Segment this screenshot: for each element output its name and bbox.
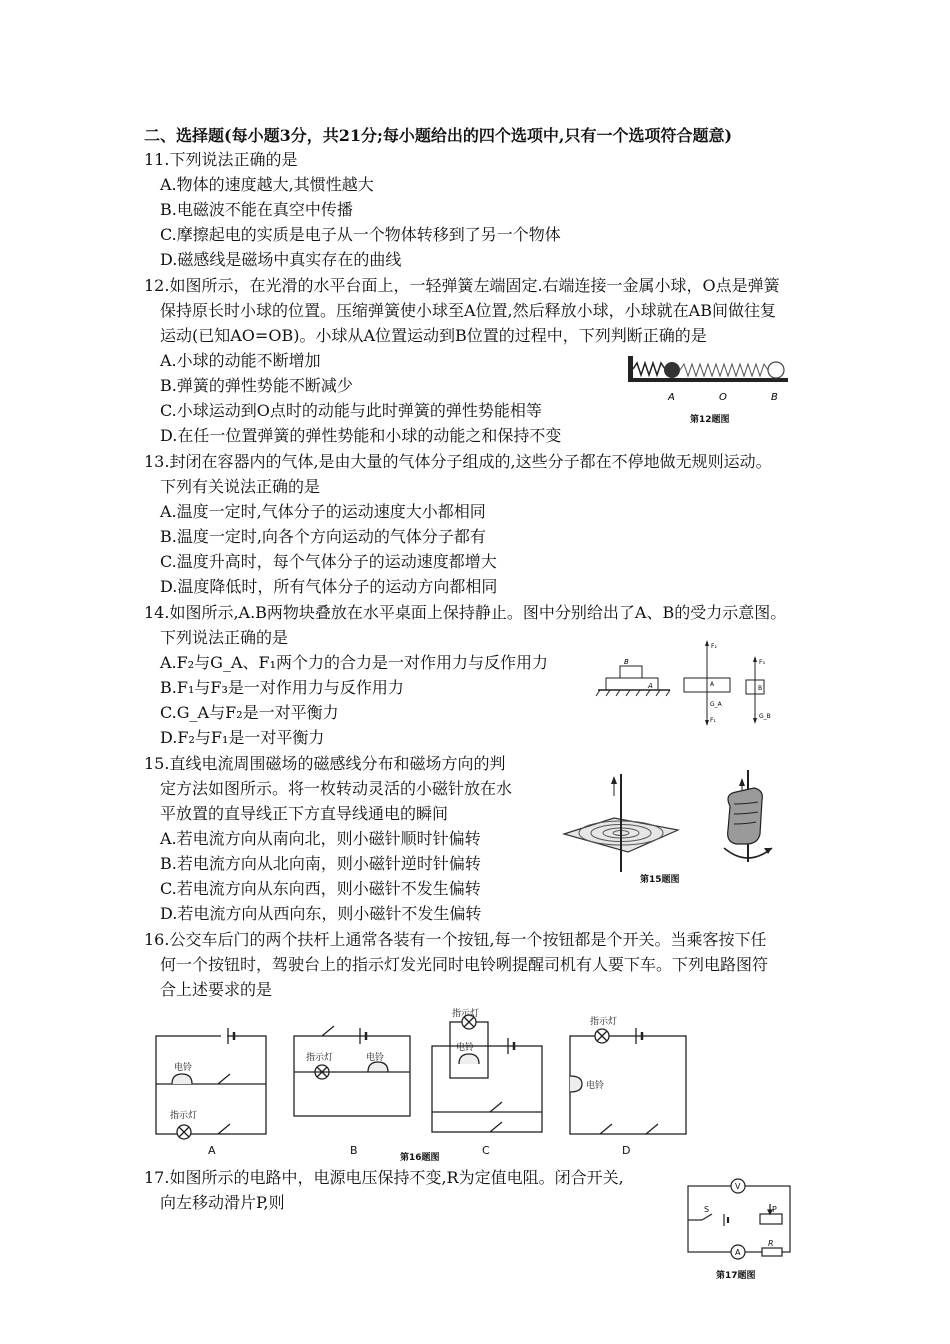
q14-option-c: C.G_A与F₂是一对平衡力 bbox=[160, 703, 339, 722]
fig14-label-gb: G_B bbox=[759, 713, 771, 720]
fig16-caption: 第16题图 bbox=[400, 1153, 440, 1163]
fig12-label-b: B bbox=[771, 392, 778, 403]
q15-option-b: B.若电流方向从北向南，则小磁针逆时针偏转 bbox=[160, 854, 481, 873]
q16-stem-line2: 何一个按钮时，驾驶台上的指示灯发光同时电铃咧提醒司机有人要下车。下列电路图符 bbox=[160, 955, 769, 974]
q14-stem-line1: 14.如图所示,A.B两物块叠放在水平桌面上保持静止。图中分别给出了A、B的受力示意图。 bbox=[144, 603, 787, 622]
fig14-label-f3: F₃ bbox=[759, 659, 765, 666]
q13-option-d: D.温度降低时，所有气体分子的运动方向都相同 bbox=[160, 577, 498, 596]
q12-option-b: B.弹簧的弹性势能不断减少 bbox=[160, 376, 353, 395]
q12-stem-line2: 保持原长时小球的位置。压缩弹簧使小球至A位置,然后释放小球，小球就在AB间做往复 bbox=[160, 301, 776, 320]
q16-stem-line3: 合上述要求的是 bbox=[160, 980, 273, 999]
fig16b-lamp-label: 指示灯 bbox=[306, 1053, 334, 1063]
q11-option-d: D.磁感线是磁场中真实存在的曲线 bbox=[160, 250, 402, 269]
q15-option-c: C.若电流方向从东向西，则小磁针不发生偏转 bbox=[160, 879, 481, 898]
q11-option-a: A.物体的速度越大,其惯性越大 bbox=[160, 175, 374, 194]
q17-stem-line2: 向左移动滑片P,则 bbox=[160, 1193, 285, 1212]
q14-option-a: A.F₂与G_A、F₁两个力的合力是一对作用力与反作用力 bbox=[160, 653, 549, 672]
fig17-caption: 第17题图 bbox=[716, 1271, 756, 1281]
fig15-caption: 第15题图 bbox=[640, 875, 680, 885]
q12-stem-line1: 12.如图所示，在光滑的水平台面上，一轻弹簧左端固定.右端连接一金属小球，O点是弹簧 bbox=[144, 276, 780, 295]
q14-stem-line2: 下列说法正确的是 bbox=[160, 628, 289, 647]
fig16c-lamp-label: 指示灯 bbox=[452, 1009, 480, 1019]
fig16b-bell-label: 电铃 bbox=[366, 1053, 385, 1063]
fig17-resistor-label: R bbox=[768, 1239, 774, 1248]
fig12-label-a: A bbox=[668, 392, 675, 403]
fig17-switch-label: S bbox=[704, 1205, 710, 1214]
section-title: 二、选择题(每小题3分，共21分;每小题给出的四个选项中,只有一个选项符合题意) bbox=[144, 126, 733, 145]
fig16-option-b: B bbox=[350, 1144, 358, 1157]
fig14-label-b-body: B bbox=[758, 685, 763, 692]
q15-stem-line1: 15.直线电流周围磁场的磁感线分布和磁场方向的判 bbox=[144, 754, 506, 773]
fig14-label-b: B bbox=[624, 658, 629, 666]
q14-option-d: D.F₂与F₁是一对平衡力 bbox=[160, 728, 325, 747]
q15-stem-line2: 定方法如图所示。将一枚转动灵活的小磁针放在水 bbox=[160, 779, 513, 798]
q15-option-a: A.若电流方向从南向北，则小磁针顺时针偏转 bbox=[160, 829, 481, 848]
figure-15-magnetic-field bbox=[558, 768, 790, 876]
q12-option-c: C.小球运动到O点时的动能与此时弹簧的弹性势能相等 bbox=[160, 401, 542, 420]
fig16-option-a: A bbox=[208, 1144, 216, 1157]
fig16-option-c: C bbox=[482, 1144, 490, 1157]
fig16a-lamp-label: 指示灯 bbox=[170, 1111, 198, 1121]
q13-option-c: C.温度升高时，每个气体分子的运动速度都增大 bbox=[160, 552, 497, 571]
figure-14-forces bbox=[592, 636, 792, 728]
fig16d-bell-label: 电铃 bbox=[586, 1081, 605, 1091]
fig17-ammeter-label: A bbox=[735, 1248, 741, 1257]
q12-option-d: D.在任一位置弹簧的弹性势能和小球的动能之和保持不变 bbox=[160, 426, 562, 445]
figure-17-circuit bbox=[680, 1172, 798, 1268]
q11-option-c: C.摩擦起电的实质是电子从一个物体转移到了另一个物体 bbox=[160, 225, 561, 244]
fig14-label-f1: F₁ bbox=[710, 717, 716, 724]
fig16d-lamp-label: 指示灯 bbox=[590, 1017, 618, 1027]
q13-option-b: B.温度一定时,向各个方向运动的气体分子都有 bbox=[160, 527, 486, 546]
q13-stem-line2: 下列有关说法正确的是 bbox=[160, 477, 321, 496]
q17-stem-line1: 17.如图所示的电路中，电源电压保持不变,R为定值电阻。闭合开关, bbox=[144, 1168, 624, 1187]
q16-stem-line1: 16.公交车后门的两个扶杆上通常各装有一个按钮,每一个按钮都是个开关。当乘客按下任 bbox=[144, 930, 767, 949]
q15-stem-line3: 平放置的直导线正下方直导线通电的瞬间 bbox=[160, 804, 449, 823]
q12-stem-line3: 运动(已知AO=OB)。小球从A位置运动到B位置的过程中，下列判断正确的是 bbox=[160, 326, 707, 345]
fig16-option-d: D bbox=[622, 1144, 631, 1157]
fig14-label-a-body: A bbox=[710, 681, 715, 688]
q11-option-b: B.电磁波不能在真空中传播 bbox=[160, 200, 353, 219]
fig12-caption: 第12题图 bbox=[690, 415, 730, 425]
fig17-slider-label: P bbox=[772, 1205, 777, 1214]
figure-16-circuits bbox=[146, 1008, 706, 1172]
fig12-label-o: O bbox=[719, 392, 727, 403]
fig14-label-ga: G_A bbox=[710, 701, 722, 708]
q12-option-a: A.小球的动能不断增加 bbox=[160, 351, 321, 370]
fig16c-bell-label: 电铃 bbox=[456, 1043, 475, 1053]
q14-option-b: B.F₁与F₃是一对作用力与反作用力 bbox=[160, 678, 404, 697]
q11-stem: 11.下列说法正确的是 bbox=[144, 150, 298, 169]
q15-option-d: D.若电流方向从西向东，则小磁针不发生偏转 bbox=[160, 904, 482, 923]
fig14-label-f2: F₂ bbox=[711, 643, 717, 650]
fig17-voltmeter-label: V bbox=[735, 1182, 741, 1191]
fig16a-bell-label: 电铃 bbox=[174, 1063, 193, 1073]
fig14-label-a: A bbox=[648, 682, 653, 690]
q13-option-a: A.温度一定时,气体分子的运动速度大小都相同 bbox=[160, 502, 486, 521]
q13-stem-line1: 13.封闭在容器内的气体,是由大量的气体分子组成的,这些分子都在不停地做无规则运动。 bbox=[144, 452, 772, 471]
